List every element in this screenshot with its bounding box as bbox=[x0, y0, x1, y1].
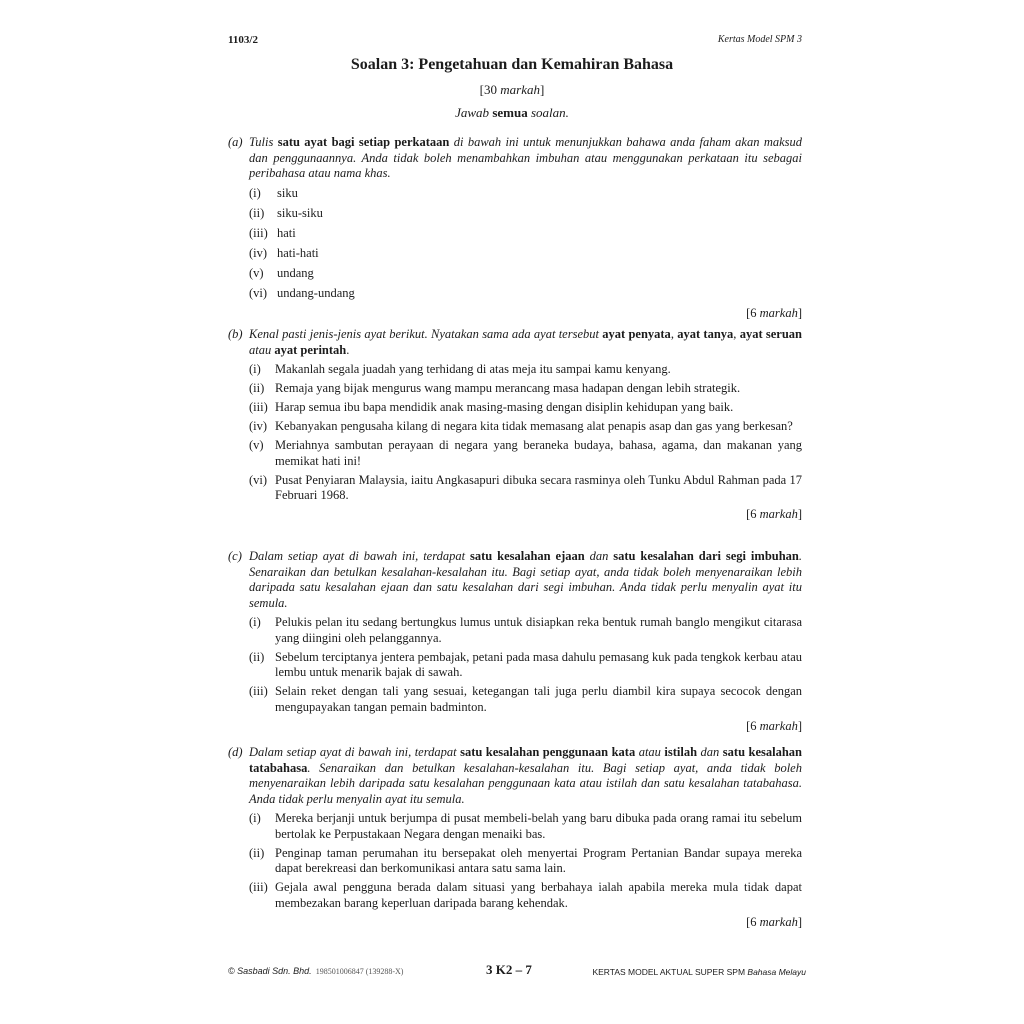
intro-segment: , bbox=[670, 327, 678, 341]
marks-word: markah bbox=[759, 305, 798, 320]
page-number: 3 K2 – 7 bbox=[486, 962, 532, 977]
item-number: (ii) bbox=[249, 845, 265, 860]
intro-segment: ayat perintah bbox=[274, 342, 347, 357]
item-number: (v) bbox=[249, 438, 264, 452]
intro-segment: satu ayat bagi setiap perkataan bbox=[277, 135, 450, 149]
item-number: (i) bbox=[249, 615, 261, 629]
question-label: (d) bbox=[228, 745, 243, 759]
item-list bbox=[249, 186, 802, 302]
item-number: (ii) bbox=[249, 649, 265, 664]
intro-segment: satu kesalahan tatabahasa bbox=[249, 745, 803, 775]
marks-open: [6 bbox=[746, 305, 760, 320]
publisher-reg: 198501006847 (139288-X) bbox=[315, 967, 404, 976]
list-item bbox=[249, 880, 802, 911]
question-marks bbox=[249, 306, 802, 322]
intro-segment: istilah bbox=[664, 745, 698, 759]
item-text: Kebanyakan pengusaha kilang di negara kita tidak memasang alat penapis asap dan gas yang berkesan? bbox=[275, 419, 793, 433]
item-list bbox=[249, 811, 802, 911]
item-text: Mereka berjanji untuk berjumpa di pusat membeli-belah yang baru dibuka pada orang ramai itu sebelum bertolak ke Perpustakaan Negara dengan menaiki bas. bbox=[275, 811, 802, 841]
total-marks-open: [30 bbox=[479, 82, 501, 97]
marks-open: [6 bbox=[746, 718, 760, 733]
question-label: (a) bbox=[228, 135, 243, 149]
list-item bbox=[249, 650, 802, 681]
question-marks bbox=[249, 507, 802, 523]
item-number: (v) bbox=[249, 265, 264, 280]
instruction-post: soalan. bbox=[527, 105, 569, 120]
list-item bbox=[249, 246, 802, 262]
marks-close: ] bbox=[797, 305, 802, 320]
intro-segment: ayat penyata bbox=[602, 327, 671, 341]
series-name: Kertas Model SPM 3 bbox=[717, 34, 802, 45]
intro-segment: satu kesalahan penggunaan kata bbox=[460, 745, 636, 759]
item-text: Sebelum terciptanya jentera pembajak, petani pada masa dahulu pemasang kuk pada tengkok kerbau atau lembu untuk menarik bajak di sawah. bbox=[275, 649, 802, 679]
instruction-bold: semua bbox=[492, 105, 528, 120]
paper-code: 1103/2 bbox=[228, 34, 258, 46]
publisher-credit bbox=[228, 966, 403, 976]
question-intro bbox=[249, 327, 802, 358]
item-text: undang bbox=[277, 265, 314, 280]
item-text: Harap semua ibu bapa mendidik anak masing-masing dengan disiplin kehidupan yang baik. bbox=[275, 400, 734, 414]
list-item bbox=[249, 400, 802, 416]
marks-close: ] bbox=[797, 718, 802, 733]
question-b bbox=[228, 327, 802, 523]
intro-segment: ayat tanya bbox=[677, 327, 734, 341]
intro-segment: ayat seruan bbox=[739, 327, 802, 341]
list-item bbox=[249, 206, 802, 222]
intro-segment: satu kesalahan dari segi imbuhan bbox=[613, 549, 799, 563]
book-subject: Bahasa Melayu bbox=[747, 967, 806, 977]
question-a bbox=[228, 135, 802, 321]
item-text: Meriahnya sambutan perayaan di negara yang beraneka budaya, bahasa, agama, dan makanan yang memikat hati ini! bbox=[275, 438, 802, 468]
question-marks bbox=[249, 915, 802, 931]
item-number: (iii) bbox=[249, 400, 268, 414]
item-list bbox=[249, 615, 802, 715]
item-text: siku-siku bbox=[277, 205, 323, 220]
item-number: (iv) bbox=[249, 419, 268, 433]
item-number: (i) bbox=[249, 185, 261, 200]
list-item bbox=[249, 186, 802, 202]
item-text: siku bbox=[277, 185, 298, 200]
intro-segment: Dalam setiap ayat di bawah ini, terdapat bbox=[249, 549, 470, 563]
list-item bbox=[249, 811, 802, 842]
book-title bbox=[592, 967, 806, 977]
item-number: (iii) bbox=[249, 684, 268, 698]
marks-close: ] bbox=[797, 507, 802, 521]
intro-segment: , bbox=[733, 327, 740, 341]
item-text: Remaja yang bijak mengurus wang mampu merancang masa hadapan dengan lebih strategik. bbox=[275, 381, 741, 395]
item-number: (ii) bbox=[249, 205, 265, 220]
marks-close: ] bbox=[797, 914, 802, 929]
publisher-name: © Sasbadi Sdn. Bhd. bbox=[228, 966, 312, 976]
answer-instruction bbox=[0, 105, 1024, 121]
question-intro bbox=[249, 745, 802, 807]
list-item bbox=[249, 286, 802, 302]
marks-open: [6 bbox=[746, 914, 760, 929]
question-intro bbox=[249, 549, 802, 611]
question-d bbox=[228, 745, 802, 930]
intro-segment: . bbox=[346, 342, 350, 357]
intro-segment: atau bbox=[635, 745, 665, 759]
question-label: (b) bbox=[228, 327, 243, 341]
list-item bbox=[249, 473, 802, 504]
question-intro bbox=[249, 135, 802, 182]
item-text: hati-hati bbox=[277, 245, 319, 260]
item-number: (iv) bbox=[249, 245, 268, 260]
list-item bbox=[249, 381, 802, 397]
list-item bbox=[249, 846, 802, 877]
item-number: (iii) bbox=[249, 225, 268, 240]
book-title-main: KERTAS MODEL AKTUAL SUPER SPM bbox=[592, 967, 746, 977]
intro-segment: dan bbox=[584, 549, 614, 563]
item-text: undang-undang bbox=[277, 285, 355, 300]
question-c bbox=[228, 549, 802, 734]
intro-segment: . Senaraikan dan betulkan kesalahan-kesalahan itu. Bagi setiap ayat, anda tidak boleh menyenaraikan lebih daripada satu kesalahan penggunaan kata atau istilah dan satu kesalahan tatabahasa. Anda tidak perlu menyalin ayat itu semula. bbox=[249, 760, 802, 806]
question-label: (c) bbox=[228, 549, 242, 563]
item-text: Gejala awal pengguna berada dalam situasi yang berbahaya ialah apabila mereka mula tidak dapat membezakan barang keperluan daripada barang kehendak. bbox=[275, 880, 802, 910]
total-marks-word: markah bbox=[500, 82, 540, 97]
item-text: hati bbox=[277, 225, 296, 240]
intro-segment: Dalam setiap ayat di bawah ini, terdapat bbox=[249, 745, 461, 759]
item-number: (iii) bbox=[249, 880, 268, 894]
item-number: (i) bbox=[249, 811, 261, 825]
item-text: Makanlah segala juadah yang terhidang di atas meja itu sampai kamu kenyang. bbox=[275, 362, 671, 376]
item-text: Selain reket dengan tali yang sesuai, ketegangan tali juga perlu diambil kira supaya secocok dengan mengupayakan tangan pemain badminton. bbox=[275, 684, 802, 714]
item-number: (ii) bbox=[249, 381, 265, 395]
list-item bbox=[249, 419, 802, 435]
list-item bbox=[249, 362, 802, 378]
item-number: (vi) bbox=[249, 472, 268, 487]
intro-segment: . Senaraikan dan betulkan kesalahan-kesalahan itu. Bagi setiap ayat, anda tidak boleh menyenaraikan lebih daripada satu kesalahan ejaan dan satu kesalahan dari segi imbuhan. Anda tidak perlu menyalin ayat itu semula. bbox=[249, 549, 803, 610]
list-item bbox=[249, 226, 802, 242]
intro-segment: dan bbox=[697, 745, 723, 759]
item-number: (vi) bbox=[249, 285, 268, 300]
marks-open: [6 bbox=[746, 507, 760, 521]
list-item bbox=[249, 438, 802, 469]
intro-segment: di bawah ini untuk menunjukkan bahawa anda faham akan maksud dan penggunaannya. Anda tidak boleh menambahkan imbuhan atau menggunakan perkataan itu sebagai peribahasa atau nama khas. bbox=[249, 135, 803, 180]
intro-segment: Kenal pasti jenis-jenis ayat berikut. Nyatakan sama ada ayat tersebut bbox=[249, 327, 603, 341]
question-marks bbox=[249, 719, 802, 735]
marks-word: markah bbox=[759, 718, 798, 733]
intro-segment: atau bbox=[249, 342, 275, 357]
marks-word: markah bbox=[759, 914, 798, 929]
instruction-pre: Jawab bbox=[455, 105, 493, 120]
intro-segment: satu kesalahan ejaan bbox=[470, 549, 585, 563]
item-text: Pusat Penyiaran Malaysia, iaitu Angkasapuri dibuka secara rasminya oleh Tunku Abdul Rahman pada 17 Februari 1968. bbox=[275, 472, 802, 502]
list-item bbox=[249, 266, 802, 282]
item-text: Pelukis pelan itu sedang bertungkus lumus untuk disiapkan reka bentuk rumah banglo mengikut citarasa yang diingini oleh pelanggannya. bbox=[275, 615, 802, 645]
total-marks bbox=[0, 82, 1024, 98]
item-text: Penginap taman perumahan itu bersepakat oleh menyertai Program Pertanian Bandar supaya mereka dapat berekreasi dan berkomunikasi antara satu sama lain. bbox=[275, 845, 802, 875]
item-number: (i) bbox=[249, 362, 261, 376]
intro-segment: Tulis bbox=[249, 135, 278, 149]
total-marks-close: ] bbox=[539, 82, 545, 97]
page-title: Soalan 3: Pengetahuan dan Kemahiran Bahasa bbox=[350, 56, 674, 73]
list-item bbox=[249, 615, 802, 646]
marks-word: markah bbox=[759, 507, 798, 521]
item-list bbox=[249, 362, 802, 504]
list-item bbox=[249, 684, 802, 715]
